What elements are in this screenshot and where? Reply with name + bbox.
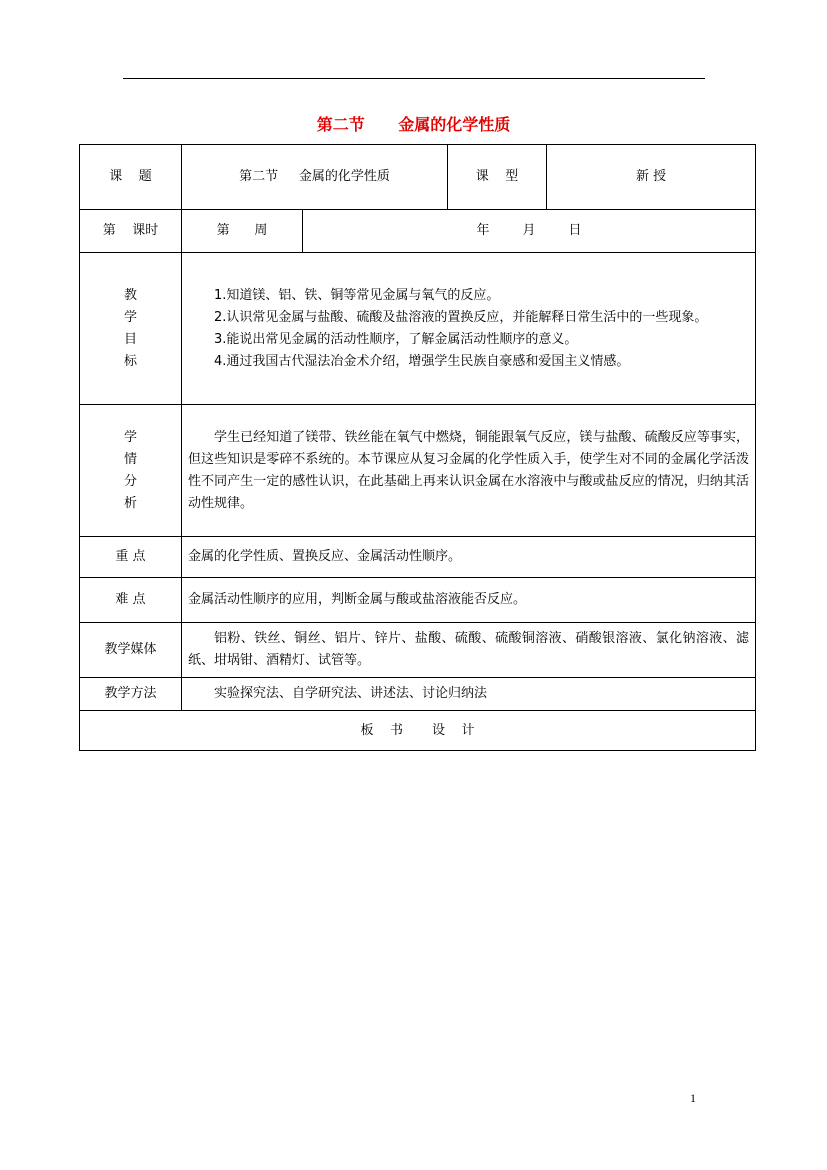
methods-content xyxy=(182,678,756,711)
page-title: 第二节 金属的化学性质 xyxy=(316,115,511,134)
objective-item: 3.能说出常见金属的活动性顺序，了解金属活动性顺序的意义。 xyxy=(214,331,578,347)
media-row xyxy=(80,623,756,678)
key-points-label: 重 点 xyxy=(80,537,182,578)
analysis-label-char: 学 xyxy=(123,429,137,445)
analysis-label-char: 分 xyxy=(123,473,137,489)
topic-value: 第二节 金属的化学性质 xyxy=(182,145,448,210)
analysis-label-char: 情 xyxy=(123,451,137,467)
media-label: 教学媒体 xyxy=(80,623,182,678)
analysis-label-char: 析 xyxy=(123,495,137,511)
objectives-label-char: 目 xyxy=(123,331,137,347)
objective-item: 4.通过我国古代湿法冶金术介绍，增强学生民族自豪感和爱国主义情感。 xyxy=(214,353,630,369)
schedule-row xyxy=(80,210,756,253)
analysis-label xyxy=(80,405,182,537)
key-points-text: 金属的化学性质、置换反应、金属活动性顺序。 xyxy=(182,537,756,578)
objectives-row xyxy=(80,253,756,405)
analysis-text: 学生已经知道了镁带、铁丝能在氧气中燃烧，铜能跟氧气反应，镁与盐酸、硫酸反应等事实，但这些知识是零碎不系统的。本节课应从复习金属的化学性质入手，使学生对不同的金属化学活泼性不同产生一定的感性认识，在此基础上再来认识金属在水溶液中与酸或盐反应的情况，归纳其活动性规律。 xyxy=(188,429,750,511)
media-text: 铝粉、铁丝、铜丝、铝片、锌片、盐酸、硫酸、硫酸铜溶液、硝酸银溶液、氯化钠溶液、滤纸、坩埚钳、酒精灯、试管等。 xyxy=(188,631,750,668)
objective-item: 1.知道镁、铝、铁、铜等常见金属与氧气的反应。 xyxy=(214,287,500,303)
objective-item: 2.认识常见金属与盐酸、硫酸及盐溶液的置换反应，并能解释日常生活中的一些现象。 xyxy=(214,309,708,325)
board-design-row xyxy=(80,711,756,751)
difficult-points-text: 金属活动性顺序的应用，判断金属与酸或盐溶液能否反应。 xyxy=(182,578,756,623)
methods-text: 实验探究法、自学研究法、讲述法、讨论归纳法 xyxy=(214,686,488,701)
lesson-plan-table xyxy=(79,144,756,751)
difficult-points-label: 难 点 xyxy=(80,578,182,623)
period-label: 第 课时 xyxy=(80,210,182,253)
methods-row xyxy=(80,678,756,711)
media-content xyxy=(182,623,756,678)
board-design-label: 板 书 设 计 xyxy=(80,711,756,751)
week-field: 第 周 xyxy=(182,210,303,253)
objectives-label-char: 教 xyxy=(123,287,137,303)
difficult-points-row xyxy=(80,578,756,623)
objectives-label-char: 标 xyxy=(123,353,137,369)
topic-row xyxy=(80,145,756,210)
analysis-row xyxy=(80,405,756,537)
objectives-label xyxy=(80,253,182,405)
objectives-label-char: 学 xyxy=(123,309,137,325)
objectives-content xyxy=(182,253,756,405)
page-number: 1 xyxy=(690,1091,696,1105)
key-points-row xyxy=(80,537,756,578)
analysis-content xyxy=(182,405,756,537)
header-rule xyxy=(123,78,705,79)
lesson-type-label: 课 型 xyxy=(448,145,547,210)
date-field: 年 月 日 xyxy=(303,210,756,253)
topic-label: 课 题 xyxy=(80,145,182,210)
lesson-type-value: 新 授 xyxy=(547,145,756,210)
methods-label: 教学方法 xyxy=(80,678,182,711)
